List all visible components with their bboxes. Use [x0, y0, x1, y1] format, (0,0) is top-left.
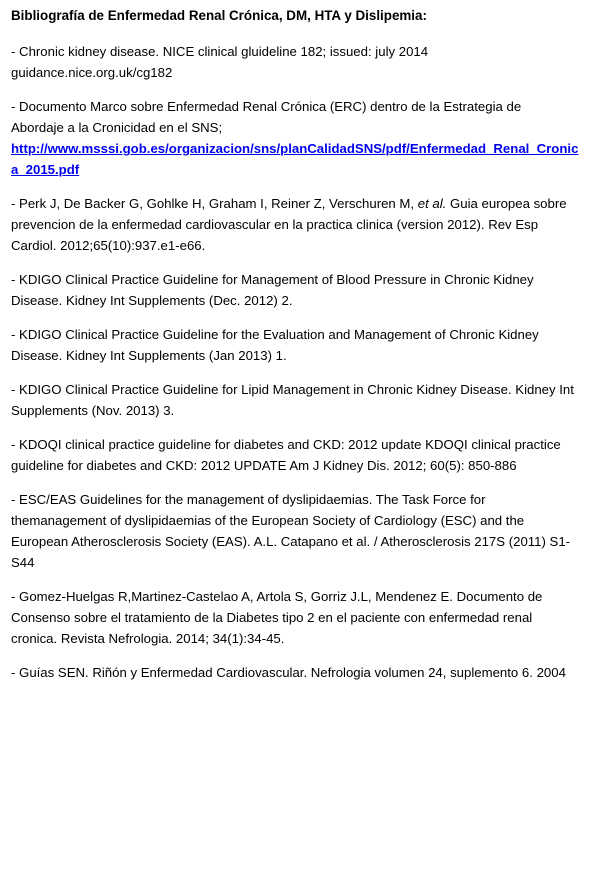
reference-line: - KDOQI clinical practice guideline for diabetes and CKD: 2012 update KDOQI clinical practice — [11, 437, 561, 452]
reference-item — [11, 96, 591, 180]
reference-line — [11, 193, 591, 214]
reference-item — [11, 434, 591, 476]
reference-line: Consenso sobre el tratamiento de la Diabetes tipo 2 en el paciente con enfermedad renal — [11, 610, 533, 625]
et-al-italic: et al. — [417, 196, 447, 211]
reference-line: Cardiol. 2012;65(10):937.e1-e66. — [11, 238, 206, 253]
reference-line: - Gomez-Huelgas R,Martinez-Castelao A, Artola S, Gorriz J.L, Mendenez E. Documento de — [11, 589, 543, 604]
reference-line: - Guías SEN. Riñón y Enfermedad Cardiovascular. Nefrologia volumen 24, suplemento 6. 2004 — [11, 665, 566, 680]
reference-item — [11, 324, 591, 366]
reference-line: guidance.nice.org.uk/cg182 — [11, 65, 173, 80]
reference-link-line — [11, 159, 591, 180]
document-page — [11, 6, 591, 696]
reference-link-continuation[interactable]: a_2015.pdf — [11, 162, 80, 177]
reference-link-line — [11, 138, 591, 159]
reference-item — [11, 489, 591, 573]
reference-line: - KDIGO Clinical Practice Guideline for the Evaluation and Management of Chronic Kidney — [11, 327, 539, 342]
reference-item — [11, 269, 591, 311]
reference-line: Disease. Kidney Int Supplements (Jan 2013) 1. — [11, 348, 287, 363]
reference-line: cronica. Revista Nefrologia. 2014; 34(1):34-45. — [11, 631, 285, 646]
reference-text: Guia europea sobre — [446, 196, 567, 211]
reference-link[interactable]: http://www.msssi.gob.es/organizacion/sns/planCalidadSNS/pdf/Enfermedad_Renal_Cronic — [11, 141, 579, 156]
reference-item — [11, 41, 591, 83]
page-title: Bibliografía de Enfermedad Renal Crónica, DM, HTA y Dislipemia: — [11, 8, 427, 23]
reference-item — [11, 662, 591, 683]
reference-line: Disease. Kidney Int Supplements (Dec. 2012) 2. — [11, 293, 293, 308]
reference-line: Supplements (Nov. 2013) 3. — [11, 403, 175, 418]
reference-text: - Perk J, De Backer G, Gohlke H, Graham I, Reiner Z, Verschuren M, — [11, 196, 418, 211]
reference-line: guideline for diabetes and CKD: 2012 UPDATE Am J Kidney Dis. 2012; 60(5): 850-886 — [11, 458, 517, 473]
reference-line: - Chronic kidney disease. NICE clinical gluideline 182; issued: july 2014 — [11, 44, 429, 59]
reference-line: - KDIGO Clinical Practice Guideline for Management of Blood Pressure in Chronic Kidney — [11, 272, 534, 287]
reference-line: prevencion de la enfermedad cardiovascular en la practica clinica (version 2012). Rev Esp — [11, 217, 539, 232]
reference-line: S44 — [11, 555, 35, 570]
reference-item — [11, 586, 591, 649]
reference-line: European Atherosclerosis Society (EAS). A.L. Catapano et al. / Atherosclerosis 217S (2011) S1- — [11, 534, 571, 549]
reference-line: themanagement of dyslipidaemias of the European Society of Cardiology (ESC) and the — [11, 513, 525, 528]
reference-item — [11, 379, 591, 421]
reference-line: Abordaje a la Cronicidad en el SNS; — [11, 120, 223, 135]
reference-item — [11, 193, 591, 256]
reference-line: - Documento Marco sobre Enfermedad Renal Crónica (ERC) dentro de la Estrategia de — [11, 99, 522, 114]
reference-line: - ESC/EAS Guidelines for the management of dyslipidaemias. The Task Force for — [11, 492, 486, 507]
reference-line: - KDIGO Clinical Practice Guideline for Lipid Management in Chronic Kidney Disease. Kidney Int — [11, 382, 574, 397]
